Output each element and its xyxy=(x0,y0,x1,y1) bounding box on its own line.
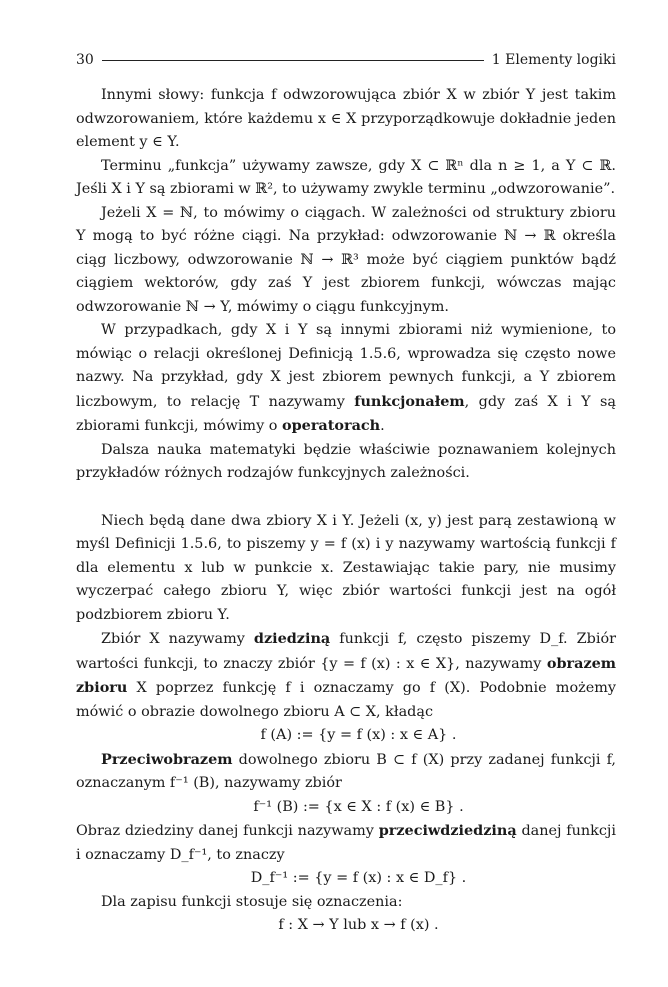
page-number: 30 xyxy=(76,52,94,68)
paragraph xyxy=(76,819,616,867)
running-header xyxy=(76,52,616,68)
section-gap xyxy=(76,486,616,510)
text-run: dowolnego zbioru B ⊂ f (X) przy zadanej funkcji f, oznaczanym f⁻¹ (B), nazywamy zbiór xyxy=(76,751,616,791)
defined-term: funkcjonałem xyxy=(354,392,465,410)
text-run: Zbiór X nazywamy xyxy=(101,631,254,647)
text-run: Obraz dziedziny danej funkcji nazywamy xyxy=(76,823,379,839)
equation: D_f⁻¹ := {y = f (x) : x ∈ D_f} . xyxy=(250,870,467,886)
defined-term: operatorach xyxy=(282,417,381,434)
paragraph xyxy=(76,319,616,439)
defined-term: Przeciwobrazem xyxy=(101,750,233,768)
text-run: W przypadkach, gdy X i Y są innymi zbiorami niż wymienione, to mówiąc o relacji określonej Definicją 1.5.6, wprowadza się często nowe nazwy. Na przykład, gdy X jest zbiorem pewnych funkcji, a Y zbiorem liczbowym, to relację T nazywamy xyxy=(76,322,616,410)
page-body xyxy=(76,84,616,938)
defined-term: obrazem zbioru xyxy=(76,654,616,696)
defined-term: dziedziną xyxy=(253,630,331,647)
paragraph xyxy=(76,627,616,724)
paragraph: Dalsza nauka matematyki będzie właściwie poznawaniem kolejnych przykładów różnych rodzajów funkcyjnych zależności. xyxy=(76,441,616,481)
text-run: . xyxy=(380,418,385,434)
text-run: X poprzez funkcję f i oznaczamy go f (X). Podobnie możemy mówić o obrazie dowolnego zbioru A ⊂ X, kładąc xyxy=(76,680,616,720)
paragraph: Niech będą dane dwa zbiory X i Y. Jeżeli (x, y) jest parą zestawioną w myśl Definicji 1.5.6, to piszemy y = f (x) i y nazywamy wartością funkcji f dla elementu x lub w punkcie x. Zestawiając takie pary, nie musimy wyczerpać całego zbioru Y, więc zbiór wartości funkcji jest na ogół podzbiorem zbioru Y. xyxy=(76,512,616,623)
header-rule xyxy=(102,60,484,61)
equation: f⁻¹ (B) := {x ∈ X : f (x) ∈ B} . xyxy=(253,798,464,815)
paragraph: Jeżeli X = ℕ, to mówimy o ciągach. W zależności od struktury zbioru Y mogą to być różne ciągi. Na przykład: odwzorowanie ℕ → ℝ określa ciąg liczbowy, odwzorowanie ℕ → ℝ³ może być ciągiem punktów bądź ciągiem wektorów, gdy zaś Y jest zbiorem funkcji, wówczas mając odwzorowanie ℕ → Y, mówimy o ciągu funkcyjnym. xyxy=(76,204,616,315)
chapter-title: 1 Elementy logiki xyxy=(491,52,616,68)
paragraph: Innymi słowy: funkcja f odwzorowująca zbiór X w zbiór Y jest takim odwzorowaniem, które każdemu x ∈ X przyporządkowuje dokładnie jeden element y ∈ Y. xyxy=(76,87,616,150)
defined-term: przeciwdziedziną xyxy=(378,822,517,839)
equation: f (A) := {y = f (x) : x ∈ A} . xyxy=(260,727,457,743)
paragraph xyxy=(76,748,616,796)
text-run: funkcji f, często piszemy D_f. Zbiór wartości funkcji, to znaczy zbiór {y = f (x) : x ∈ X}, nazywamy xyxy=(76,631,616,672)
text-run: danej funkcji i oznaczamy D_f⁻¹, to znaczy xyxy=(76,823,616,863)
text-run: , gdy zaś X i Y są zbiorami funkcji, mówimy o xyxy=(76,393,616,434)
equation: f : X → Y lub x → f (x) . xyxy=(278,917,439,933)
paragraph: Dla zapisu funkcji stosuje się oznaczenia: xyxy=(101,893,403,910)
paragraph: Terminu „funkcja” używamy zawsze, gdy X ⊂ ℝⁿ dla n ≥ 1, a Y ⊂ ℝ. Jeśli X i Y są zbiorami w ℝ², to używamy zwykle terminu „odwzorowanie”. xyxy=(76,157,616,197)
